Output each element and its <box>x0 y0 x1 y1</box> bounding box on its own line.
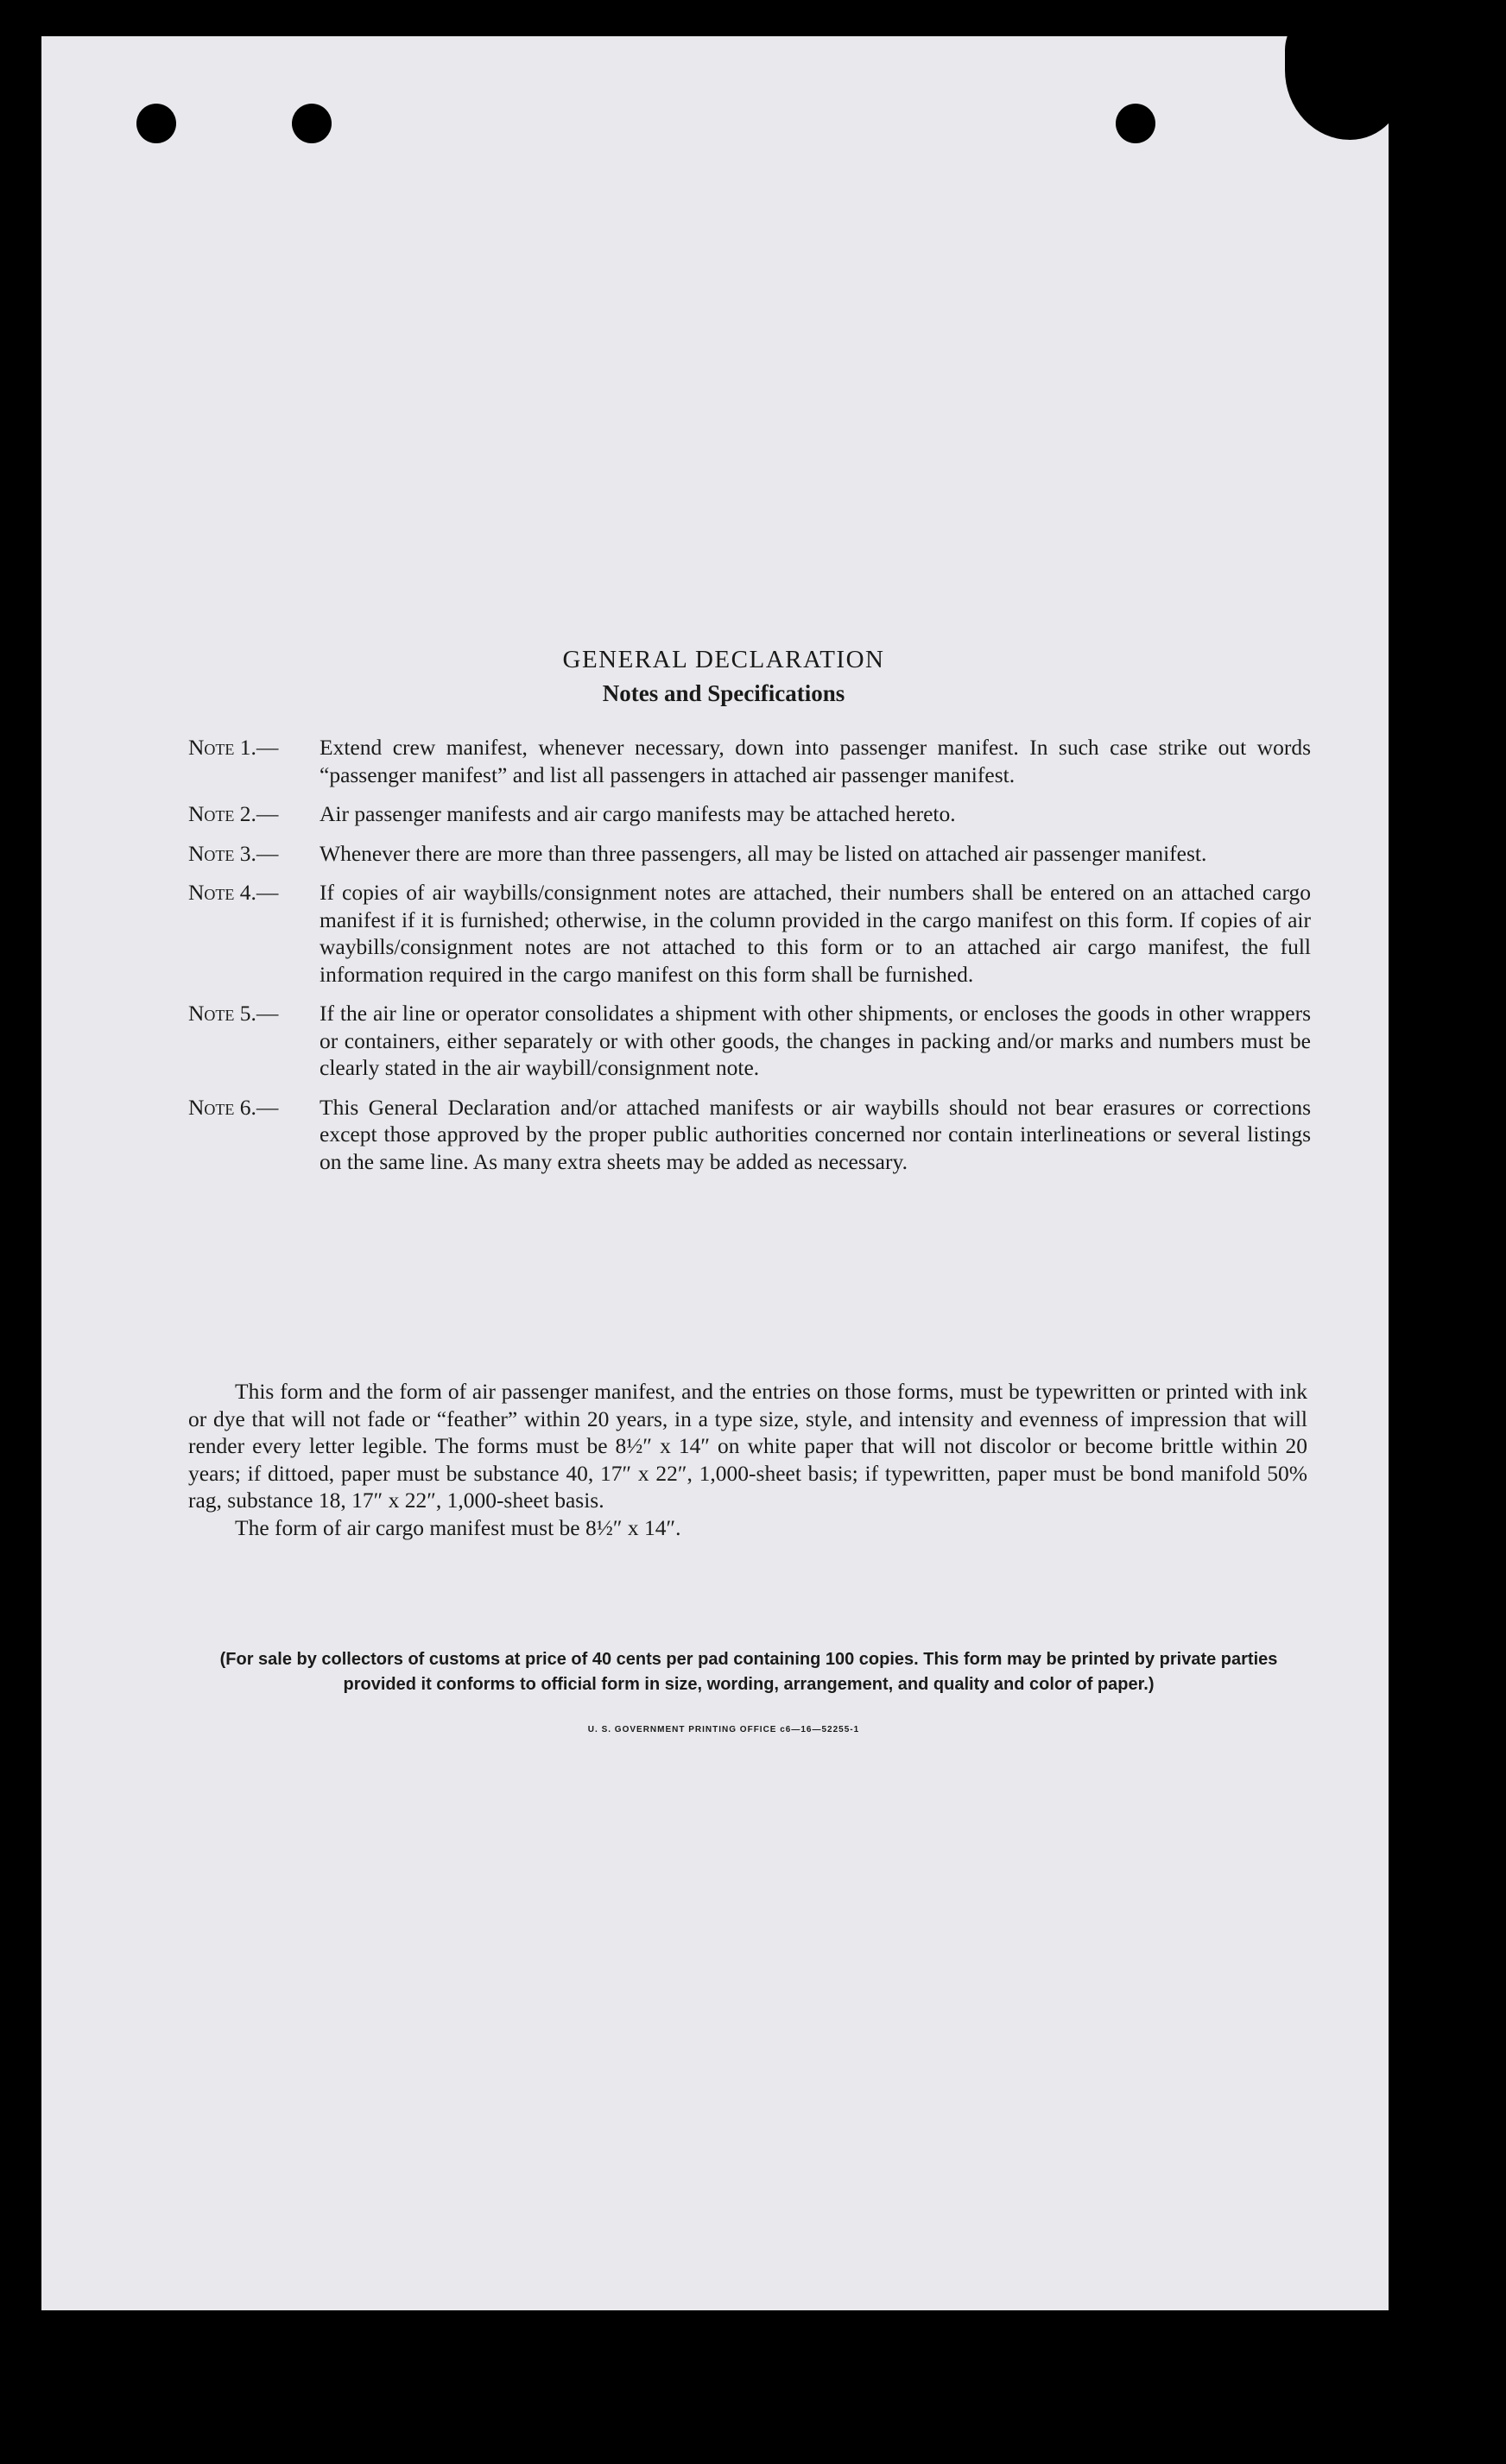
page-subtitle: Notes and Specifications <box>602 680 845 706</box>
notes-list <box>188 734 1311 1187</box>
note-label: Note 6.— <box>188 1094 279 1120</box>
note-3 <box>188 840 1311 868</box>
note-label: Note 5.— <box>188 1001 279 1026</box>
document-page <box>41 36 1389 2310</box>
note-text: If copies of air waybills/consignment notes are attached, their numbers shall be entered on an attached cargo manifest if it is furnished; otherwise, in the column provided in the cargo manifest on this form. If copies of air waybills/consignment notes are not attached to this form or to an attached air cargo manifest, the full information required in the cargo manifest on this form shall be furnished. <box>320 880 1311 987</box>
note-2 <box>188 800 1311 828</box>
spec-paragraph: This form and the form of air passenger manifest, and the entries on those forms, must be typewritten or printed with ink or dye that will not fade or “feather” within 20 years, in a type size, style, and intensity and evenness of impression that will render every letter legible. The forms must be 8½″ x 14″ on white paper that will not discolor or become brittle within 20 years; if dittoed, paper must be substance 40, 17″ x 22″, 1,000-sheet basis; if typewritten, paper must be bond manifold 50% rag, substance 18, 17″ x 22″, 1,000-sheet basis. <box>188 1379 1307 1513</box>
note-label: Note 2.— <box>188 801 279 826</box>
specifications <box>188 1378 1307 1541</box>
punch-hole-center <box>292 104 332 143</box>
note-label: Note 1.— <box>188 735 279 760</box>
note-label: Note 4.— <box>188 880 279 905</box>
punch-hole-right <box>1116 104 1155 143</box>
note-text: This General Declaration and/or attached manifests or air waybills should not bear erasures or corrections except those approved by the proper public authorities concerned nor contain interlineations or several listings on the same line. As many extra sheets may be added as necessary. <box>320 1094 1311 1174</box>
page-title: GENERAL DECLARATION <box>562 646 885 673</box>
note-4 <box>188 879 1311 988</box>
note-text: Air passenger manifests and air cargo manifests may be attached hereto. <box>320 801 956 826</box>
note-text: Whenever there are more than three passengers, all may be listed on attached air passenger manifest. <box>320 840 1207 866</box>
note-text: Extend crew manifest, whenever necessary, down into passenger manifest. In such case strike out words “passenger manifest” and list all passengers in attached air passenger manifest. <box>320 735 1311 787</box>
note-text: If the air line or operator consolidates a shipment with other shipments, or encloses the goods in other wrappers or containers, either separately or with other goods, the changes in packing and/or marks and numbers must be clearly stated in the air waybill/consignment note. <box>320 1001 1311 1080</box>
punch-hole-left <box>136 104 176 143</box>
printer-imprint: U. S. GOVERNMENT PRINTING OFFICE c6—16—52255-1 <box>587 1725 860 1734</box>
sale-notice: (For sale by collectors of customs at price of 40 cents per pad containing 100 copies. This form may be printed by private parties provided it conforms to official form in size, wording, arrangement, and quality and color of paper.) <box>219 1650 1278 1694</box>
note-5 <box>188 1000 1311 1082</box>
note-6 <box>188 1094 1311 1176</box>
note-label: Note 3.— <box>188 840 279 866</box>
torn-corner <box>1285 36 1389 140</box>
note-1 <box>188 734 1311 788</box>
spec-paragraph: The form of air cargo manifest must be 8½″ x 14″. <box>235 1514 681 1540</box>
